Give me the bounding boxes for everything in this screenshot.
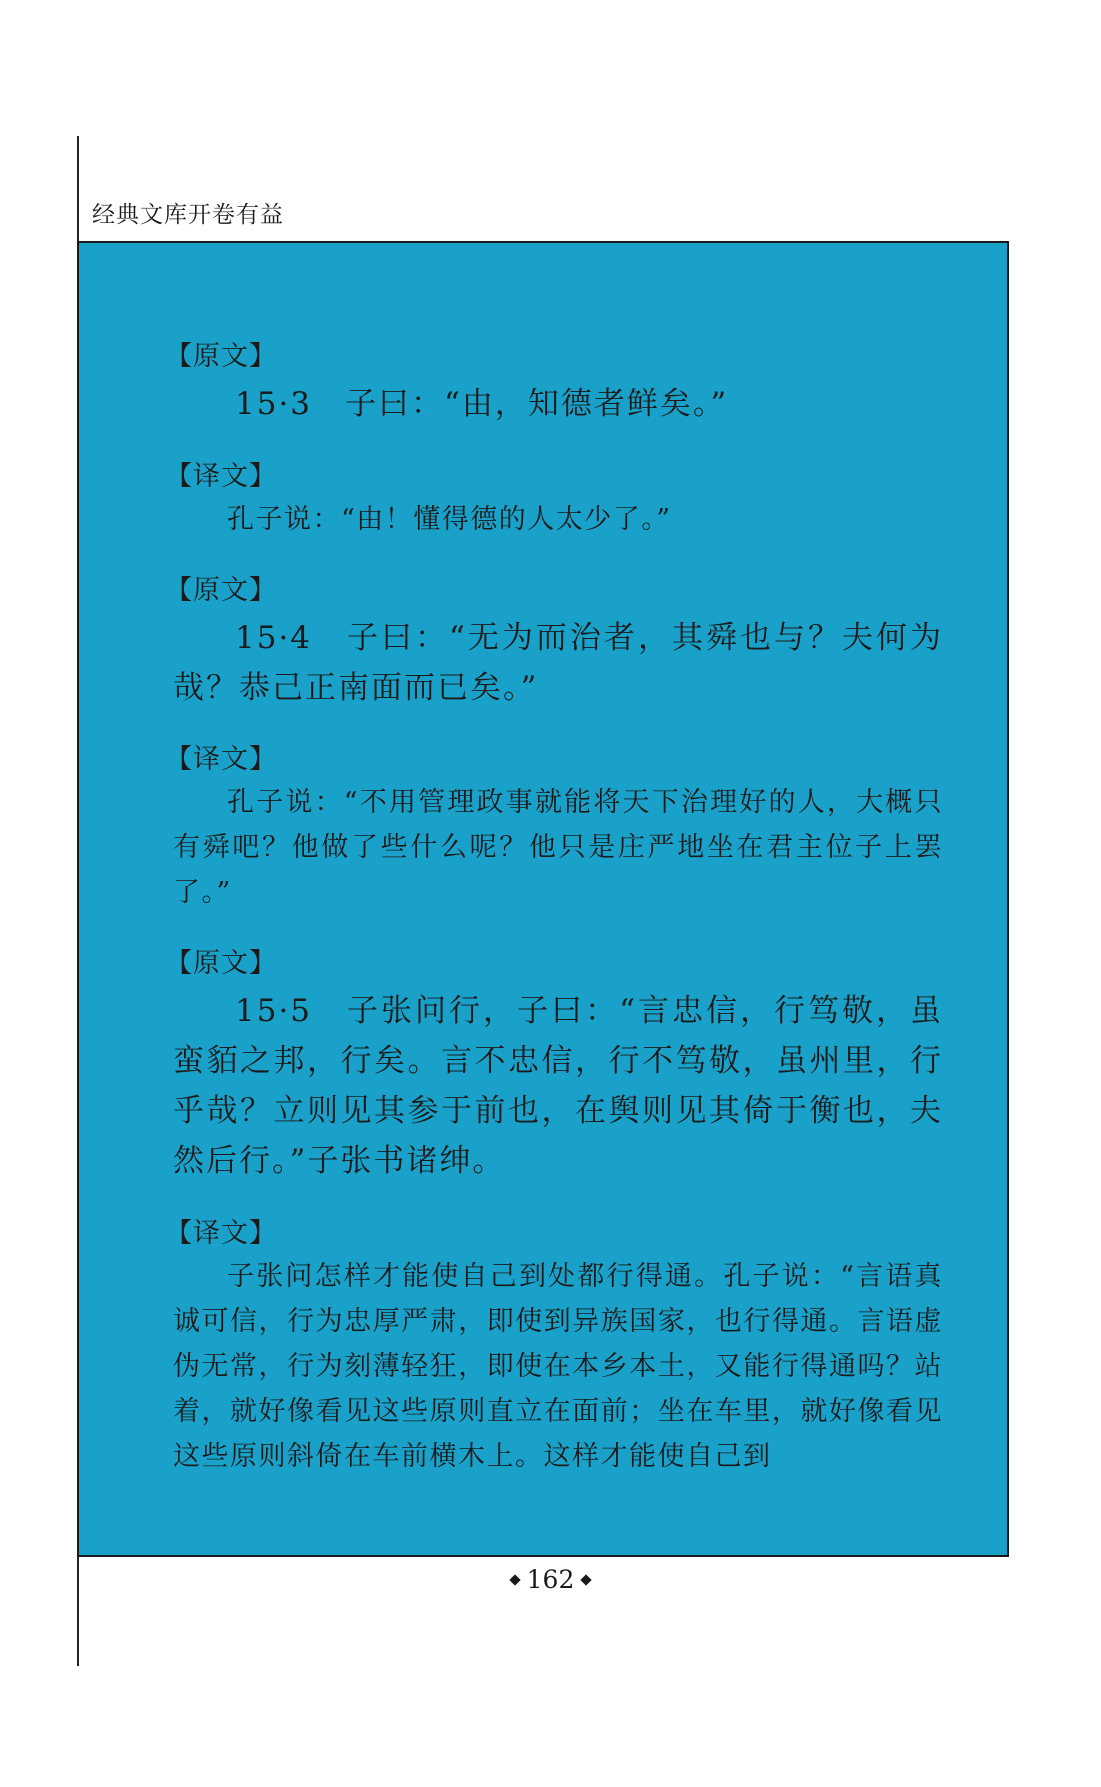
section-label: 【原文】: [165, 948, 277, 979]
section-original-15-5: [165, 946, 943, 1186]
section-label: 【原文】: [165, 341, 277, 372]
section-text: 15·4 子曰：“无为而治者，其舜也与？夫何为哉？恭己正南面而已矣。”: [173, 620, 943, 706]
section-label: 【译文】: [165, 461, 277, 492]
section-label: 【译文】: [165, 744, 277, 775]
section-text: 孔子说：“不用管理政事就能将天下治理好的人，大概只有舜吧？他做了些什么呢？他只是庄严地坐在君主位子上罢了。”: [173, 787, 943, 908]
section-translation-15-4: [165, 742, 943, 915]
section-label: 【译文】: [165, 1218, 277, 1249]
section-translation-15-5: [165, 1216, 943, 1479]
content-box: [77, 241, 1009, 1557]
section-original-15-3: [165, 339, 943, 429]
section-text: 15·3 子曰：“由，知德者鲜矣。”: [235, 386, 729, 422]
section-text: 子张问怎样才能使自己到处都行得通。孔子说：“言语真诚可信，行为忠厚严肃，即使到异族国家，也行得通。言语虚伪无常，行为刻薄轻狂，即使在本乡本土，又能行得通吗？站着，就好像看见这些原则直立在面前；坐在车里，就好像看见这些原则斜倚在车前横木上。这样才能使自己到: [173, 1261, 943, 1472]
diamond-ornament-icon: [509, 1574, 520, 1585]
diamond-ornament-icon: [581, 1574, 592, 1585]
section-original-15-4: [165, 573, 943, 713]
page-footer: [0, 1565, 1101, 1594]
section-label: 【原文】: [165, 575, 277, 606]
section-text: 15·5 子张问行，子曰：“言忠信，行笃敬，虽蛮貊之邦，行矣。言不忠信，行不笃敬，虽州里，行乎哉？立则见其参于前也，在舆则见其倚于衡也，夫然后行。”子张书诸绅。: [173, 993, 943, 1179]
section-translation-15-3: [165, 459, 943, 542]
page-number: 162: [526, 1565, 575, 1594]
running-header: 经典文库开卷有益: [92, 202, 284, 228]
section-text: 孔子说：“由！懂得德的人太少了。”: [227, 504, 672, 535]
